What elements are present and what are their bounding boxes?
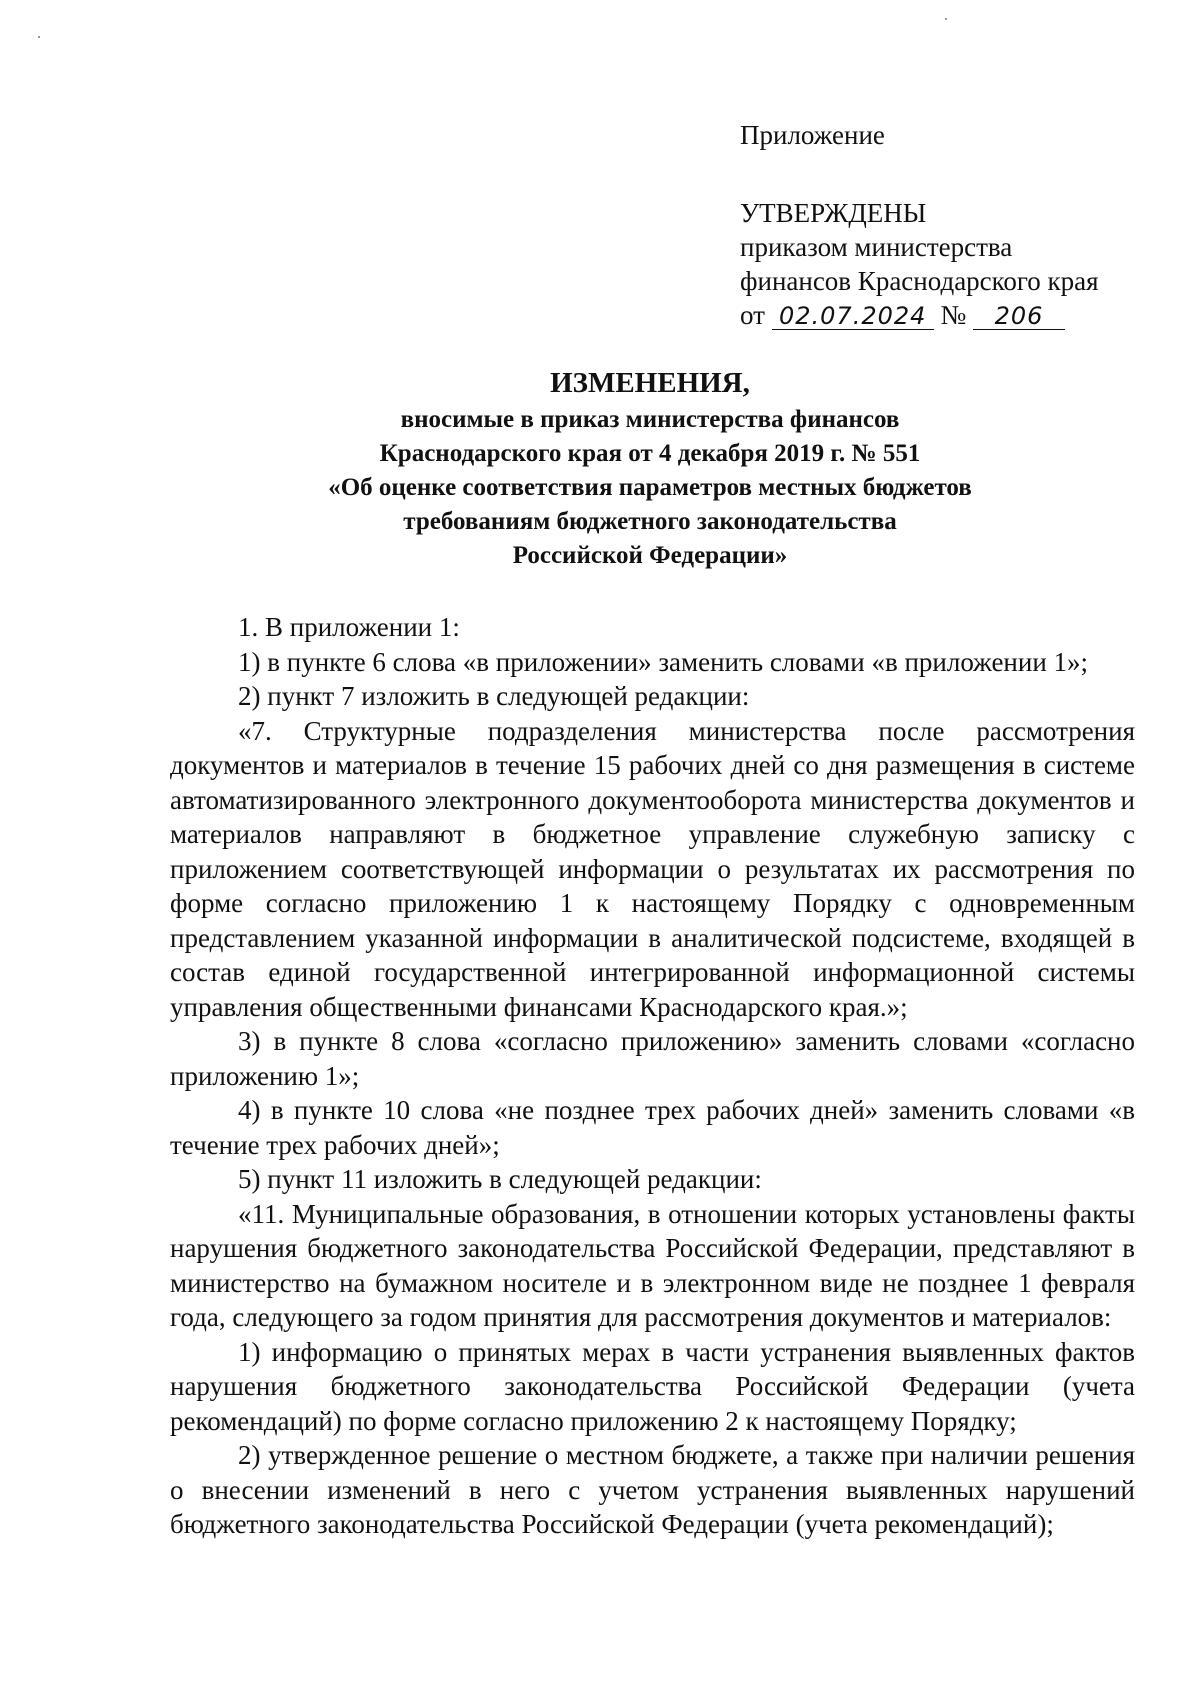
scan-speck — [945, 18, 947, 20]
body-paragraph: «7. Структурные подразделения министерства после рассмотрения документов и материалов в течение 15 рабочих дней со дня размещения в системе автоматизированного электронного документооборота министерства документов и материалов направляют в бюджетное управление служебную записку с приложением соответствующей информации о результатах их рассмотрения по форме согласно приложению 1 к настоящему Порядку с одновременным представлением указанной информации в аналитической подсистеме, входящей в состав единой государственной интегрированной информационной системы управления общественными финансами Краснодарского края.»; — [170, 715, 1135, 1022]
body-paragraph: «11. Муниципальные образования, в отношении которых установлены факты нарушения бюджетного законодательства Российской Федерации, представляют в министерство на бумажном носителе и в электронном виде не позднее 1 февраля года, следующего за годом принятия для рассмотрения документов и материалов: — [170, 1198, 1135, 1332]
document-title — [170, 363, 1130, 573]
from-label: от — [740, 300, 765, 330]
handwritten-number: 206 — [973, 303, 1065, 330]
body-paragraph: 1) в пункте 6 слова «в приложении» заменить словами «в приложении 1»; — [238, 646, 1089, 677]
title-line: вносимые в приказ министерства финансов — [400, 406, 900, 433]
body-paragraph: 1. В приложении 1: — [238, 612, 460, 642]
body-paragraph: 2) утвержденное решение о местном бюджете, а также при наличии решения о внесении изменений в него с учетом устранения выявленных нарушений бюджетного законодательства Российской Федерации (учета рекомендаций); — [170, 1440, 1135, 1539]
title-line: Краснодарского края от 4 декабря 2019 г. № 551 — [379, 440, 921, 467]
approval-stamp-block — [740, 118, 1160, 332]
title-line: Российской Федерации» — [512, 542, 788, 569]
document-body — [170, 610, 1135, 1542]
approved-by-line-2: финансов Краснодарского края — [740, 266, 1099, 296]
title-line: требованиям бюджетного законодательства — [403, 508, 897, 535]
handwritten-date: 02.07.2024 — [772, 303, 934, 330]
number-label: № — [940, 300, 967, 330]
title-main: ИЗМЕНЕНИЯ, — [550, 367, 750, 399]
body-paragraph: 1) информацию о принятых мерах в части устранения выявленных фактов нарушения бюджетного законодательства Российской Федерации (учета рекомендаций) по форме согласно приложению 2 к настоящему Порядку; — [170, 1336, 1135, 1436]
title-line: «Об оценке соответствия параметров местных бюджетов — [328, 474, 972, 501]
body-paragraph: 4) в пункте 10 слова «не позднее трех рабочих дней» заменить словами «в течение трех рабочих дней»; — [170, 1095, 1135, 1160]
approved-by-line-1: приказом министерства — [740, 232, 1013, 262]
approval-date-number-line — [740, 298, 1160, 332]
body-paragraph: 5) пункт 11 изложить в следующей редакции: — [238, 1164, 762, 1194]
approved-label: УТВЕРЖДЕНЫ — [740, 198, 927, 228]
scan-speck — [38, 36, 40, 38]
body-paragraph: 3) в пункте 8 слова «согласно приложению» заменить словами «согласно приложению 1»; — [170, 1026, 1135, 1091]
appendix-label: Приложение — [740, 120, 885, 150]
body-paragraph: 2) пункт 7 изложить в следующей редакции: — [238, 681, 750, 711]
